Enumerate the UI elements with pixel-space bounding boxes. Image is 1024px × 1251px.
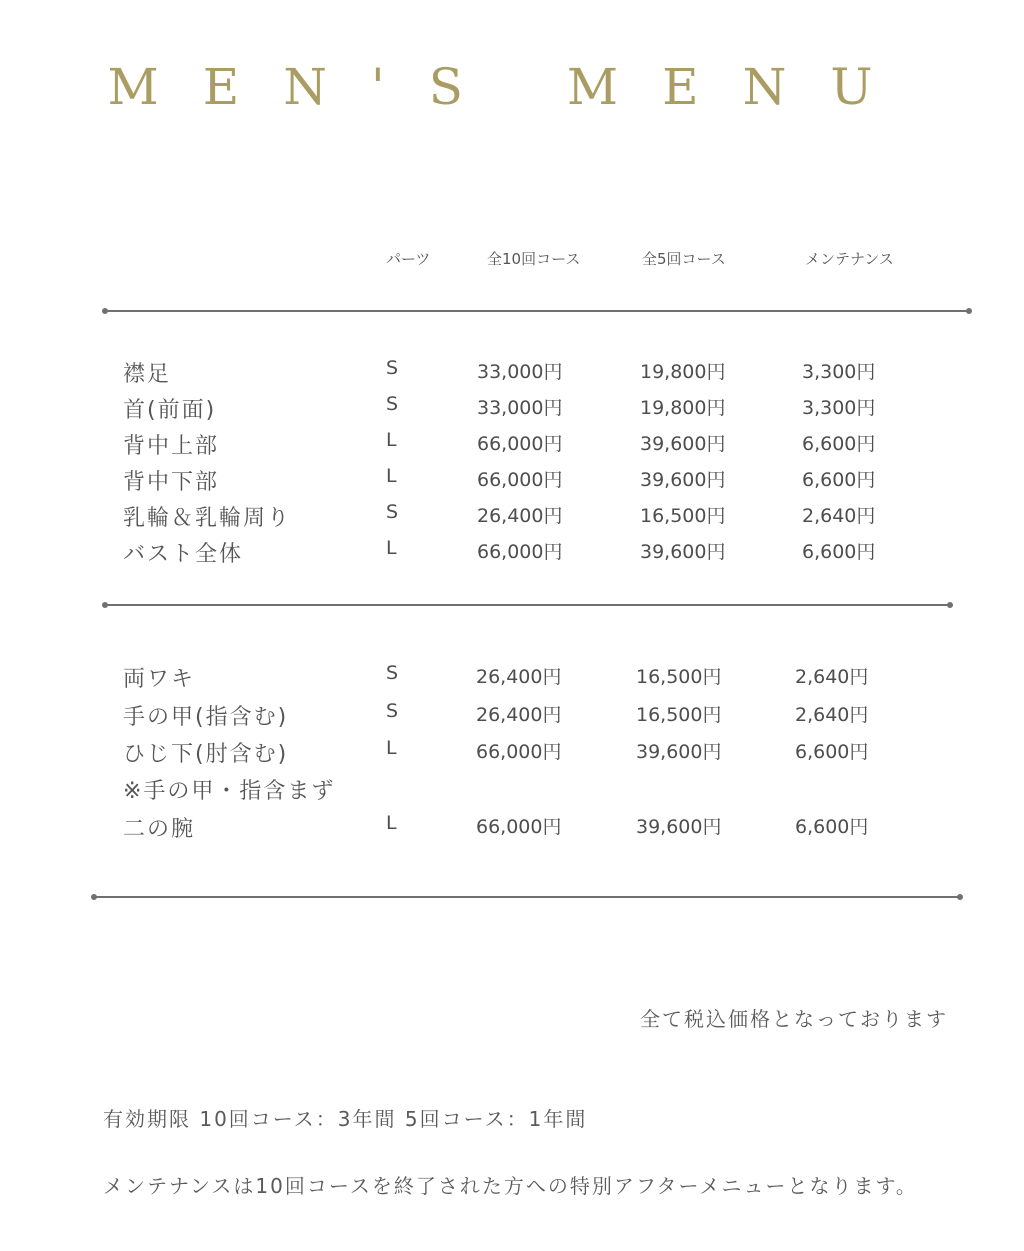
price-5: 39,600円 xyxy=(640,541,726,563)
price-10: 26,400円 xyxy=(476,666,562,688)
table-row xyxy=(0,393,1024,429)
section-note-row xyxy=(0,774,1024,810)
part-name: 両ワキ xyxy=(123,667,196,692)
price-5: 16,500円 xyxy=(640,505,726,527)
table-row xyxy=(0,737,1024,773)
part-name: 襟足 xyxy=(123,362,172,387)
price-5: 39,600円 xyxy=(636,816,722,838)
exclusion-note: ※手の甲・指含まず xyxy=(123,779,336,804)
part-size: L xyxy=(386,737,397,759)
table-row xyxy=(0,812,1024,848)
divider-middle xyxy=(105,604,950,606)
price-10: 66,000円 xyxy=(477,541,563,563)
price-maintenance: 3,300円 xyxy=(802,361,876,383)
part-name: バスト全体 xyxy=(123,542,244,567)
price-5: 16,500円 xyxy=(636,704,722,726)
table-row xyxy=(0,429,1024,465)
price-5: 39,600円 xyxy=(640,469,726,491)
price-maintenance: 6,600円 xyxy=(795,816,869,838)
table-row xyxy=(0,357,1024,393)
table-row xyxy=(0,662,1024,698)
part-size: L xyxy=(386,537,397,559)
price-maintenance: 2,640円 xyxy=(795,704,869,726)
part-name: 背中下部 xyxy=(123,470,220,495)
part-name: 首(前面) xyxy=(123,398,217,423)
price-10: 33,000円 xyxy=(477,361,563,383)
validity-note: 有効期限 10回コース：3年間 5回コース：1年間 xyxy=(103,1107,588,1131)
part-size: S xyxy=(386,357,399,379)
price-maintenance: 6,600円 xyxy=(802,469,876,491)
price-10: 66,000円 xyxy=(477,469,563,491)
header-course-10: 全10回コース xyxy=(487,250,581,268)
price-maintenance: 6,600円 xyxy=(802,433,876,455)
table-row xyxy=(0,537,1024,573)
part-size: S xyxy=(386,700,399,722)
price-10: 33,000円 xyxy=(477,397,563,419)
part-size: L xyxy=(386,812,397,834)
price-5: 19,800円 xyxy=(640,361,726,383)
header-course-5: 全5回コース xyxy=(642,250,726,268)
header-maintenance: メンテナンス xyxy=(805,250,894,268)
part-name: 二の腕 xyxy=(123,817,196,842)
price-5: 39,600円 xyxy=(636,741,722,763)
price-maintenance: 3,300円 xyxy=(802,397,876,419)
part-name: 背中上部 xyxy=(123,434,220,459)
part-size: S xyxy=(386,393,399,415)
part-name: 乳輪＆乳輪周り xyxy=(123,506,292,531)
price-5: 39,600円 xyxy=(640,433,726,455)
tax-note: 全て税込価格となっております xyxy=(640,1007,948,1031)
divider-bottom xyxy=(94,896,960,898)
maintenance-note: メンテナンスは10回コースを終了された方への特別アフターメニューとなります。 xyxy=(103,1174,918,1198)
part-size: S xyxy=(386,662,399,684)
part-size: L xyxy=(386,429,397,451)
table-row xyxy=(0,501,1024,537)
part-name: ひじ下(肘含む) xyxy=(123,742,289,767)
page-title: MEN'S MENU xyxy=(107,58,917,116)
price-5: 16,500円 xyxy=(636,666,722,688)
price-10: 66,000円 xyxy=(476,816,562,838)
price-10: 66,000円 xyxy=(477,433,563,455)
table-row xyxy=(0,700,1024,736)
part-size: S xyxy=(386,501,399,523)
price-maintenance: 2,640円 xyxy=(795,666,869,688)
price-10: 26,400円 xyxy=(477,505,563,527)
price-5: 19,800円 xyxy=(640,397,726,419)
price-10: 66,000円 xyxy=(476,741,562,763)
price-10: 26,400円 xyxy=(476,704,562,726)
price-maintenance: 2,640円 xyxy=(802,505,876,527)
part-name: 手の甲(指含む) xyxy=(123,705,289,730)
price-maintenance: 6,600円 xyxy=(802,541,876,563)
header-parts: パーツ xyxy=(386,250,431,268)
divider-top xyxy=(105,310,969,312)
table-row xyxy=(0,465,1024,501)
price-maintenance: 6,600円 xyxy=(795,741,869,763)
part-size: L xyxy=(386,465,397,487)
